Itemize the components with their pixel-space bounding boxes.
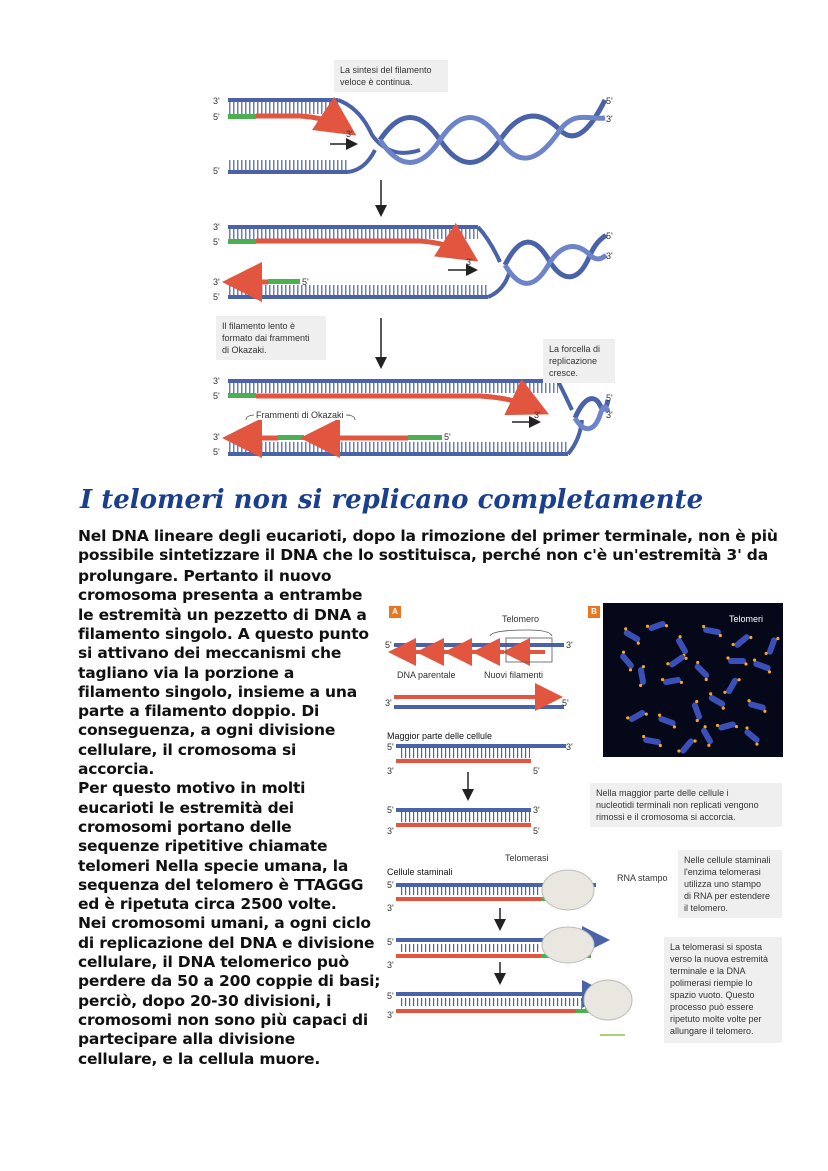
end-label: 3'	[213, 376, 220, 386]
telomere-dot	[732, 643, 735, 646]
text-line: ed è ripetuta circa 2500 volte.	[78, 895, 337, 914]
telomero-label: Telomero	[502, 614, 540, 624]
callout-stem-cells: Nelle cellule staminali l'enzima telomerasi utilizza uno stampo di RNA per estendere il telomero.	[678, 850, 782, 918]
text-line: prolungare. Pertanto il nuovo	[78, 567, 332, 585]
text-line: eucarioti le estremità dei	[78, 798, 294, 817]
badge-a: A	[389, 606, 401, 618]
telomere-dot	[702, 625, 705, 628]
text-line: cellulare, il cromosoma si	[78, 740, 297, 759]
badge-b: B	[588, 606, 600, 618]
telomere-dot	[755, 742, 758, 745]
telomere-dot	[722, 706, 725, 709]
end-label: 3'	[346, 129, 353, 139]
telomeri-label: Telomeri	[729, 614, 764, 624]
end-label: 5'	[444, 432, 451, 442]
end-label: 3'	[213, 277, 220, 287]
telomere-dot	[716, 724, 719, 727]
end-label: 5'	[385, 640, 392, 650]
telomere-dot	[642, 735, 645, 738]
end-label: 3'	[213, 222, 220, 232]
text-line: Per questo motivo in molti	[78, 779, 306, 798]
telomere-dot	[684, 657, 687, 660]
telomere-dot	[661, 678, 664, 681]
telomere-dot	[768, 670, 771, 673]
telomere-dot	[744, 662, 747, 665]
end-label: 3'	[385, 698, 392, 708]
text-line: tagliano via la porzione a	[78, 663, 295, 682]
callout-slow-strand: Il filamento lento è formato dai frammenti di Okazaki.	[216, 316, 326, 360]
callout-telomerase-moves: La telomerasi si sposta verso la nuova estremità terminale e la DNA polimerasi riempie lo spazio vuoto. Questo processo può essere ripetuto molte volte per allungare il telomero.	[664, 937, 782, 1043]
telomere-dot	[696, 661, 699, 664]
telomere-dot	[749, 636, 752, 639]
telomere-dot	[680, 681, 683, 684]
end-label: 5'	[533, 766, 540, 776]
text-line: le estremità un pezzetto di DNA a	[78, 605, 367, 624]
text-line: telomeri Nella specie umana, la	[78, 856, 349, 875]
telomere-dot	[677, 749, 680, 752]
telomere-dot	[696, 719, 699, 722]
text-line: cromosomi portano delle	[78, 817, 292, 836]
telomere-dot	[703, 725, 706, 728]
text-line: perciò, dopo 20-30 divisioni, i	[78, 991, 332, 1010]
telomere-dot	[705, 678, 708, 681]
telomere-dot	[693, 739, 696, 742]
text-line: partecipare alla divisione	[78, 1030, 296, 1049]
end-label: 5'	[387, 805, 394, 815]
end-label: 5'	[213, 447, 220, 457]
telomere-dot	[765, 652, 768, 655]
okazaki-label: Frammenti di Okazaki	[256, 410, 344, 420]
telomere-dot	[726, 656, 729, 659]
telomere-dot	[666, 662, 669, 665]
dna-parentale-label: DNA parentale	[397, 670, 456, 680]
end-label: 3'	[387, 903, 394, 913]
text-line: si attivano dei meccanismi che	[78, 644, 342, 663]
nuovi-filamenti-label: Nuovi filamenti	[484, 670, 544, 680]
end-label: 3'	[387, 960, 394, 970]
callout-fast-strand: La sintesi del filamento veloce è continua.	[334, 60, 448, 92]
end-label: 5'	[213, 112, 220, 122]
telomere-dot	[709, 692, 712, 695]
callout-fork-grows: La forcella di replicazione cresce.	[543, 339, 615, 383]
end-label: 5'	[533, 826, 540, 836]
telomere-dot	[776, 637, 779, 640]
telomere-dot	[642, 665, 645, 668]
section-title: I telomeri non si replicano completamente	[80, 485, 704, 515]
telomere-dot	[735, 725, 738, 728]
end-label: 3'	[606, 410, 613, 420]
end-label: 3'	[466, 257, 473, 267]
telomere-dot	[723, 691, 726, 694]
telomere-dot	[678, 635, 681, 638]
text-line: cellulare, e la cellula muore.	[78, 1049, 321, 1068]
end-label: 3'	[533, 805, 540, 815]
telomere-dot	[658, 714, 661, 717]
telomere-dot	[745, 726, 748, 729]
telomere-dot	[747, 699, 750, 702]
end-label: 5'	[606, 231, 613, 241]
end-label: 3'	[566, 742, 573, 752]
end-label: 3'	[606, 251, 613, 261]
telomere-dot	[665, 624, 668, 627]
end-label: 3'	[566, 640, 573, 650]
end-label: 5'	[387, 880, 394, 890]
end-label: 3'	[387, 766, 394, 776]
telomere-dot	[707, 744, 710, 747]
text-line: conseguenza, a ogni divisione	[78, 721, 336, 740]
telomere-dot	[719, 634, 722, 637]
text-line: sequenze ripetitive chiamate	[78, 837, 328, 856]
end-label: 3'	[213, 432, 220, 442]
text-line: di replicazione del DNA e divisione	[78, 933, 375, 952]
text-line: filamento singolo, insieme a una	[78, 682, 357, 701]
chromosome	[728, 658, 746, 664]
end-label: 5'	[387, 742, 394, 752]
text-line: possibile sintetizzare il DNA che lo sostituisca, perché non c'è un'estremità 3' da	[78, 546, 768, 564]
text-line: cellulare, il DNA telomerico può	[78, 953, 349, 971]
text-line: parte a filamento doppio. Di	[78, 702, 320, 721]
end-label: 3'	[387, 1010, 394, 1020]
telomere-dot	[763, 710, 766, 713]
end-label: 5'	[213, 166, 220, 176]
text-line: cromosomi non sono più capaci di	[78, 1010, 369, 1029]
end-label: 5'	[606, 96, 613, 106]
telomerasi-label: Telomerasi	[505, 853, 549, 863]
text-line: cromosoma presenta a entrambe	[78, 586, 363, 605]
text-line: accorcia.	[78, 760, 155, 778]
telomere-dot	[645, 712, 648, 715]
text-line: filamento singolo. A questo punto	[78, 624, 369, 643]
maggior-parte-label: Maggior parte delle cellule	[387, 731, 493, 741]
end-label: 5'	[387, 937, 394, 947]
text-line: perdere da 50 a 200 coppie di basi;	[78, 972, 381, 991]
fork-panel-2	[228, 225, 606, 299]
telomere-dot	[737, 678, 740, 681]
telomere-dot	[659, 744, 662, 747]
telomere-dot	[646, 625, 649, 628]
end-label: 3'	[387, 826, 394, 836]
text-line: Nel DNA lineare degli eucarioti, dopo la rimozione del primer terminale, non è più	[78, 527, 778, 545]
telomere-dot	[695, 700, 698, 703]
end-label: 3'	[213, 96, 220, 106]
fork-panel-1	[228, 98, 605, 174]
telomere-dot	[673, 725, 676, 728]
telomere-dot	[753, 659, 756, 662]
text-line: sequenza del telomero è TTAGGG	[78, 875, 364, 894]
end-label: 5'	[302, 277, 309, 287]
end-label: 5'	[213, 391, 220, 401]
end-label: 3'	[606, 114, 613, 124]
end-label: 5'	[387, 991, 394, 1001]
callout-most-cells: Nella maggior parte delle cellule i nucleotidi terminali non replicati vengono rimossi e il cromosoma si accorcia.	[590, 783, 782, 827]
end-label: 5'	[606, 393, 613, 403]
end-label: 3'	[534, 410, 541, 420]
end-label: 5'	[562, 698, 569, 708]
cellule-staminali-label: Cellule staminali	[387, 867, 453, 877]
text-line: Nei cromosomi umani, a ogni ciclo	[78, 914, 371, 933]
end-label: 5'	[213, 292, 220, 302]
rna-stampo-label: RNA stampo	[617, 873, 668, 883]
end-label: 5'	[213, 237, 220, 247]
